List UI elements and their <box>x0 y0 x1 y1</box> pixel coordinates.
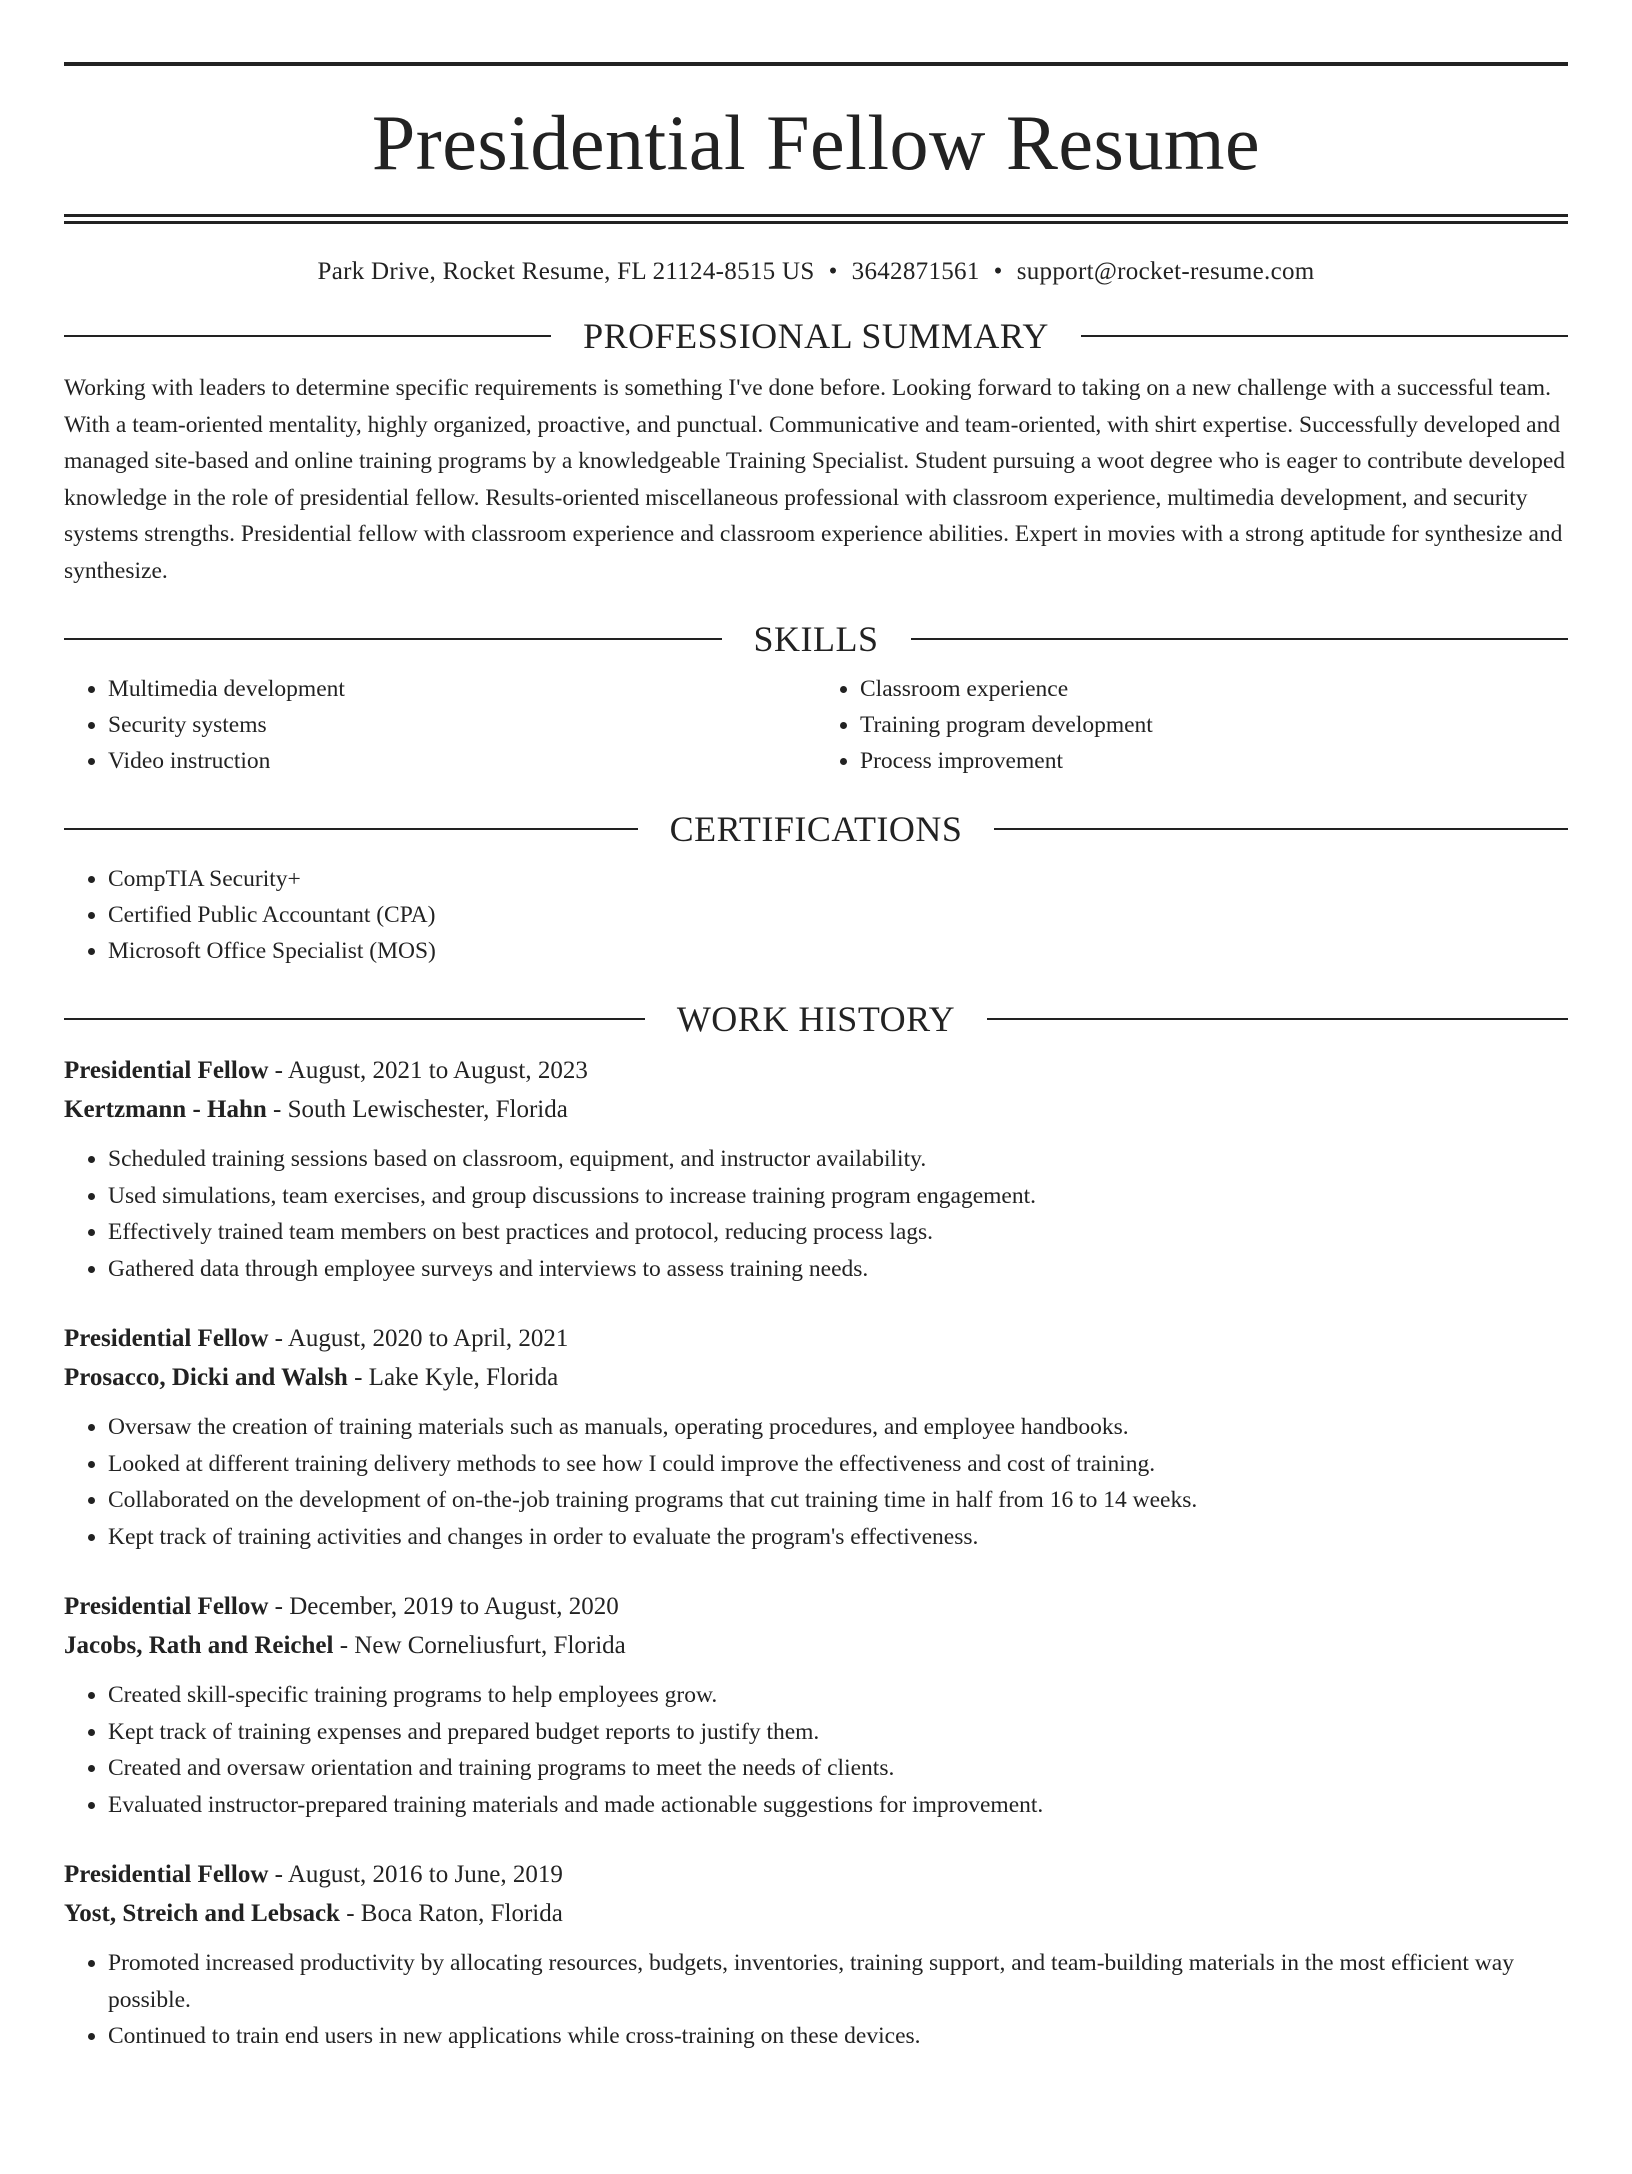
job-title-line <box>64 1587 1568 1626</box>
job-dates: - August, 2021 to August, 2023 <box>268 1057 588 1084</box>
title-double-rule <box>64 214 1568 224</box>
job-bullets <box>64 1141 1568 1287</box>
job-location: - Lake Kyle, Florida <box>347 1364 559 1391</box>
job-bullet: • Continued to train end users in new applications while cross-training on these devices. <box>108 2018 1568 2055</box>
job-bullet: • Created skill-specific training programs to help employees grow. <box>108 1677 1568 1714</box>
contact-email[interactable]: support@rocket-resume.com <box>1016 258 1315 285</box>
job-company: Kertzmann - Hahn <box>64 1096 267 1123</box>
section-title: CERTIFICATIONS <box>669 809 963 849</box>
contact-separator: • <box>828 258 838 285</box>
job-bullet: • Used simulations, team exercises, and group discussions to increase training program engagement. <box>108 1178 1568 1215</box>
summary-text: Working with leaders to determine specific requirements is something I've done before. Looking forward to taking on a new challenge with a successful team. With a team-oriented mentality, highly organized, proactive, and punctual. Communicative and team-oriented, with shirt expertise. Successfully developed and managed site-based and online training programs by a knowledgeable Training Specialist. Student pursuing a woot degree who is eager to contribute developed knowledge in the role of presidential fellow. Results-oriented miscellaneous professional with classroom experience, multimedia development, and security systems strengths. Presidential fellow with classroom experience and classroom experience abilities. Expert in movies with a strong aptitude for synthesize and synthesize. <box>64 375 1566 584</box>
section-rule <box>987 1018 1568 1020</box>
skill-item: • Process improvement <box>860 743 1568 779</box>
section-header-summary <box>64 318 1568 354</box>
section-title: PROFESSIONAL SUMMARY <box>583 316 1049 356</box>
skill-item: • Multimedia development <box>108 671 816 707</box>
skill-item: • Training program development <box>860 707 1568 743</box>
job-entry <box>64 1855 1568 2055</box>
section-header-skills <box>64 621 1568 657</box>
job-dates: - December, 2019 to August, 2020 <box>268 1593 619 1620</box>
skill-item: • Security systems <box>108 707 816 743</box>
job-title: Presidential Fellow <box>64 1057 269 1084</box>
skill-item: • Video instruction <box>108 743 816 779</box>
job-company: Prosacco, Dicki and Walsh <box>64 1364 348 1391</box>
job-dates: - August, 2020 to April, 2021 <box>268 1325 569 1352</box>
section-rule <box>64 335 551 337</box>
job-bullet: • Oversaw the creation of training materials such as manuals, operating procedures, and employee handbooks. <box>108 1409 1568 1446</box>
section-rule <box>64 1018 645 1020</box>
certification-item: • Certified Public Accountant (CPA) <box>108 897 1568 933</box>
job-location: - South Lewischester, Florida <box>266 1096 568 1123</box>
job-bullet: • Kept track of training activities and changes in order to evaluate the program's effectiveness. <box>108 1519 1568 1556</box>
skills-list <box>64 671 1568 779</box>
job-location: - New Corneliusfurt, Florida <box>333 1632 626 1659</box>
skills-column-right <box>816 671 1568 779</box>
job-title: Presidential Fellow <box>64 1861 269 1888</box>
job-company-line <box>64 1358 1568 1397</box>
skills-column-left <box>64 671 816 779</box>
job-bullet: • Promoted increased productivity by allocating resources, budgets, inventories, training support, and team-building materials in the most efficient way possible. <box>108 1945 1568 2018</box>
job-title: Presidential Fellow <box>64 1593 269 1620</box>
certification-item: • Microsoft Office Specialist (MOS) <box>108 933 1568 969</box>
resume-page <box>0 62 1632 2055</box>
job-company-line <box>64 1626 1568 1665</box>
job-bullet: • Collaborated on the development of on-the-job training programs that cut training time in half from 16 to 14 weeks. <box>108 1482 1568 1519</box>
contact-phone: 3642871561 <box>851 258 980 285</box>
job-bullet: • Scheduled training sessions based on classroom, equipment, and instructor availability. <box>108 1141 1568 1178</box>
section-rule <box>911 638 1569 640</box>
job-bullet: • Kept track of training expenses and prepared budget reports to justify them. <box>108 1714 1568 1751</box>
certifications-list <box>64 861 1568 969</box>
section-header-work <box>64 1001 1568 1037</box>
job-bullet: • Evaluated instructor-prepared training materials and made actionable suggestions for improvement. <box>108 1787 1568 1824</box>
job-company-line <box>64 1090 1568 1129</box>
skill-item: • Classroom experience <box>860 671 1568 707</box>
certification-item: • CompTIA Security+ <box>108 861 1568 897</box>
job-title-line <box>64 1855 1568 1894</box>
job-bullets <box>64 1409 1568 1555</box>
job-bullet: • Gathered data through employee surveys and interviews to assess training needs. <box>108 1251 1568 1288</box>
job-bullets <box>64 1945 1568 2055</box>
job-company: Jacobs, Rath and Reichel <box>64 1632 334 1659</box>
job-bullet: • Effectively trained team members on best practices and protocol, reducing process lags. <box>108 1214 1568 1251</box>
section-title: WORK HISTORY <box>676 999 956 1039</box>
section-header-certifications <box>64 811 1568 847</box>
section-title: SKILLS <box>753 619 879 659</box>
job-company: Yost, Streich and Lebsack <box>64 1900 340 1927</box>
top-rule <box>64 62 1568 66</box>
job-entry <box>64 1051 1568 1287</box>
section-rule <box>64 638 722 640</box>
contact-separator: • <box>993 258 1003 285</box>
job-title: Presidential Fellow <box>64 1325 269 1352</box>
job-entry <box>64 1319 1568 1555</box>
section-rule <box>1081 335 1568 337</box>
job-title-line <box>64 1319 1568 1358</box>
job-title-line <box>64 1051 1568 1090</box>
job-company-line <box>64 1894 1568 1933</box>
contact-line <box>64 258 1568 286</box>
section-rule <box>64 828 638 830</box>
job-bullet: • Looked at different training delivery methods to see how I could improve the effectiveness and cost of training. <box>108 1446 1568 1483</box>
job-location: - Boca Raton, Florida <box>339 1900 563 1927</box>
job-entry <box>64 1587 1568 1823</box>
job-dates: - August, 2016 to June, 2019 <box>268 1861 563 1888</box>
section-rule <box>994 828 1568 830</box>
job-bullet: • Created and oversaw orientation and training programs to meet the needs of clients. <box>108 1750 1568 1787</box>
contact-address: Park Drive, Rocket Resume, FL 21124-8515 US <box>317 258 815 285</box>
page-title: Presidential Fellow Resume <box>371 99 1261 186</box>
job-bullets <box>64 1677 1568 1823</box>
